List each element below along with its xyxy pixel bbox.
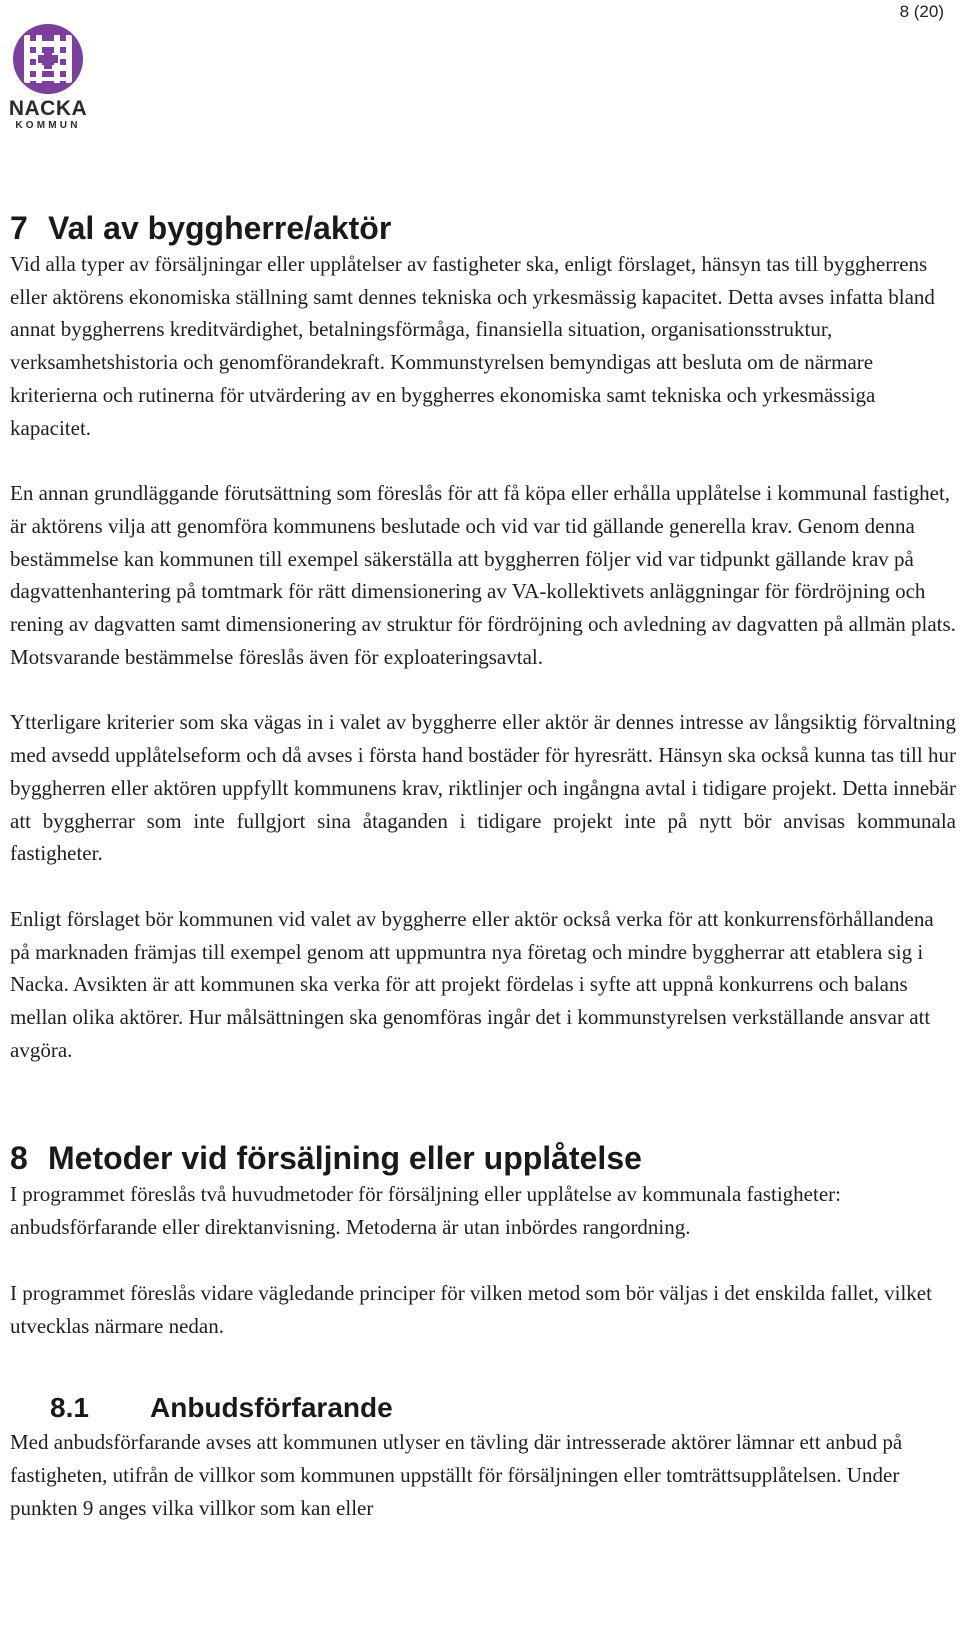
nacka-logo	[8, 22, 88, 132]
section-7-paragraph-3: Ytterligare kriterier som ska vägas in i valet av byggherre eller aktör är dennes intresse av långsiktig förvaltning med avsedd upplåtelseform och då avses i första hand bostäder för hyresrätt. Hänsyn ska också kunna tas till hur byggherren eller aktören uppfyllt kommunens krav, riktlinjer och ingångna avtal i tidigare projekt. Detta innebär att byggherrar som inte fullgjort sina åtaganden i tidigare projekt inte på nytt bör anvisas kommunala fastigheter.	[10, 710, 956, 866]
section-8-paragraph-2: I programmet föreslås vidare vägledande principer för vilken metod som bör väljas i det enskilda fallet, vilket utvecklas närmare nedan.	[10, 1280, 932, 1338]
section-7-title: Val av byggherre/aktör	[48, 210, 392, 246]
page-number: 8 (20)	[899, 2, 944, 21]
section-8-1-number: 8.1	[50, 1392, 89, 1424]
section-8-title: Metoder vid försäljning eller upplåtelse	[48, 1140, 642, 1177]
logo-subname: KOMMUN	[15, 120, 81, 131]
section-8-number: 8	[10, 1140, 28, 1177]
section-7-paragraph-2: En annan grundläggande förutsättning som föreslås för att få köpa eller erhålla upplåtelse i kommunal fastighet, är aktörens vilja att genomföra kommunens beslutade och vid var tid gällande generella krav. Genom denna bestämmelse kan kommunen till exempel säkerställa att byggherren följer vid var tidpunkt gällande krav på dagvattenhantering på tomtmark för rätt dimensionering av VA-kollektivets anläggningar för fördröjning och rening av dagvatten samt dimensionering av struktur för fördröjning och avledning av dagvatten på allmän plats. Motsvarande bestämmelse föreslås även för exploateringsavtal.	[10, 481, 956, 669]
section-7-paragraph-4: Enligt förslaget bör kommunen vid valet av byggherre eller aktör också verka för att konkurrensförhållandena på marknaden främjas till exempel genom att uppmuntra nya företag och mindre byggherrar att etablera sig i Nacka. Avsikten är att kommunen ska verka för att projekt fördelas i syfte att uppnå konkurrens och balans mellan olika aktörer. Hur målsättningen ska genomföras ingår det i kommunstyrelsen verkställande ansvar att avgöra.	[10, 906, 934, 1062]
section-8-1-paragraph-1: Med anbudsförfarande avses att kommunen utlyser en tävling där intresserade aktörer lämnar ett anbud på fastigheten, utifrån de villkor som kommunen uppställt för försäljningen eller tomträttsupplåtelsen. Under punkten 9 anges vilka villkor som kan eller	[10, 1430, 903, 1520]
section-7-heading	[10, 208, 956, 248]
section-8-paragraph-1: I programmet föreslås två huvudmetoder för försäljning eller upplåtelse av kommunala fastigheter: anbudsförfarande eller direktanvisning. Metoderna är utan inbördes rangordning.	[10, 1182, 841, 1240]
section-7-number: 7	[10, 210, 28, 246]
section-7-paragraph-1: Vid alla typer av försäljningar eller upplåtelser av fastigheter ska, enligt förslaget, hänsyn tas till byggherrens eller aktörens ekonomiska ställning samt dennes tekniska och yrkesmässig kapacitet. Detta avses infatta bland annat byggherrens kreditvärdighet, betalningsförmåga, finansiella situation, organisationsstruktur, verksamhetshistoria och genomförandekraft. Kommunstyrelsen bemyndigas att besluta om de närmare kriterierna och rutinerna för utvärdering av en byggherres ekonomiska samt tekniska och yrkesmässiga kapacitet.	[10, 252, 935, 440]
section-8-1-title: Anbudsförfarande	[150, 1392, 393, 1424]
logo-name: NACKA	[8, 97, 88, 120]
nacka-emblem-icon	[8, 22, 88, 96]
document-body	[10, 208, 956, 1524]
section-8-1-heading	[10, 1390, 956, 1426]
section-8-heading	[10, 1138, 956, 1178]
